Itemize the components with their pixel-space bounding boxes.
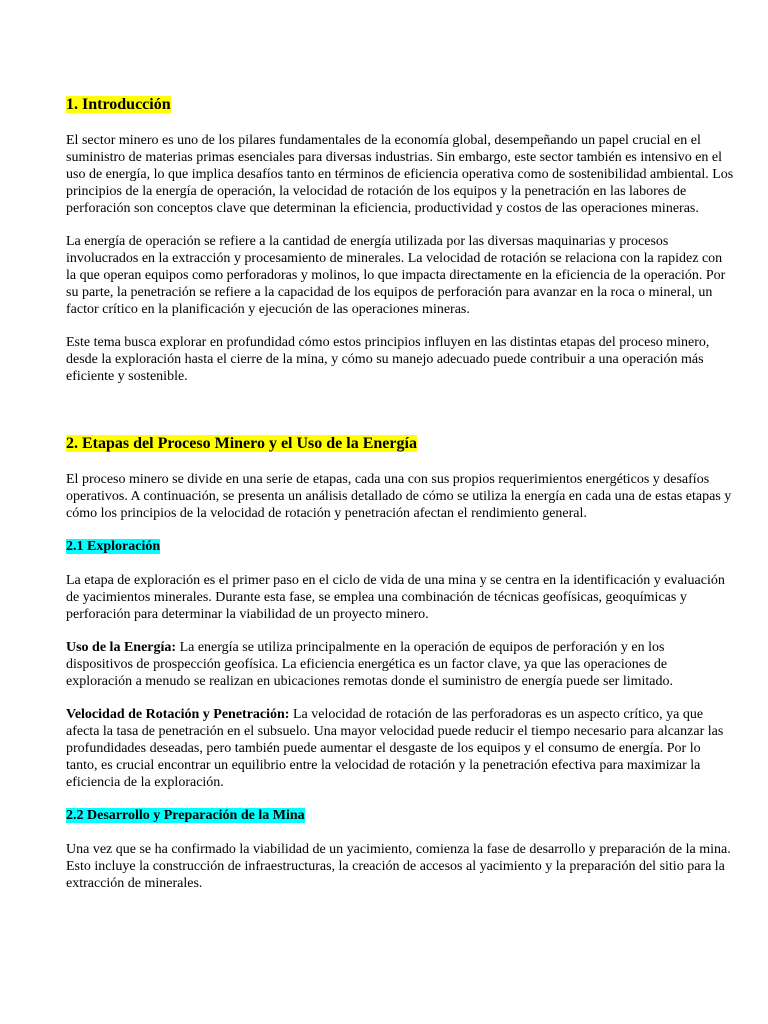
section-2-intro-paragraph: El proceso minero se divide en una serie de etapas, cada una con sus propios requerimientos energéticos y desafíos operativos. A continuación, se presenta un análisis detallado de cómo se utiliza la energía en cada una de estas etapas y cómo los principios de la velocidad de rotación y penetración afectan el rendimiento general. — [66, 472, 732, 521]
exploration-paragraph: La etapa de exploración es el primer paso en el ciclo de vida de una mina y se centra en la identificación y evaluación de yacimientos minerales. Durante esta fase, se emplea una combinación de técnicas geofísicas, geoquímicas y perforación para determinar la viabilidad de un proyecto minero. — [66, 573, 725, 622]
intro-paragraph-3: Este tema busca explorar en profundidad cómo estos principios influyen en las distintas etapas del proceso minero, desde la exploración hasta el cierre de la mina, y cómo su manejo adecuado puede contribuir a una operación más eficiente y sostenible. — [66, 335, 710, 384]
subsection-2-2-heading-text: 2.2 Desarrollo y Preparación de la Mina — [66, 808, 305, 823]
subsection-2-2-heading — [66, 807, 734, 825]
subsection-2-1-heading-text: 2.1 Exploración — [66, 539, 161, 554]
energy-use-text: La energía se utiliza principalmente en la operación de equipos de perforación y en los dispositivos de prospección geofísica. La eficiencia energética es un factor clave, ya que las operaciones de exploración a menudo se realizan en ubicaciones remotas donde el suministro de energía puede ser limitado. — [66, 640, 673, 689]
section-2-heading — [66, 433, 734, 455]
subsection-2-1-heading — [66, 538, 734, 556]
section-1-heading — [66, 94, 734, 116]
rotation-speed-text: La velocidad de rotación de las perforadoras es un aspecto crítico, ya que afecta la tasa de penetración en el subsuelo. Una mayor velocidad puede reducir el tiempo necesario para alcanzar las profundidades deseadas, pero también puede aumentar el desgaste de los equipos y el consumo de energía. Por lo tanto, es crucial encontrar un equilibrio entre la velocidad de rotación y la penetración efectiva para maximizar la eficiencia de la exploración. — [66, 707, 724, 790]
intro-paragraph-2: La energía de operación se refiere a la cantidad de energía utilizada por las diversas maquinarias y procesos involucrados en la extracción y procesamiento de minerales. La velocidad de rotación se relaciona con la rapidez con la que operan equipos como perforadoras y molinos, lo que impacta directamente en la eficiencia de la operación. Por su parte, la penetración se refiere a la capacidad de los equipos de perforación para avanzar en la roca o mineral, un factor crítico en la planificación y ejecución de las operaciones mineras. — [66, 234, 726, 317]
development-paragraph: Una vez que se ha confirmado la viabilidad de un yacimiento, comienza la fase de desarrollo y preparación de la mina. Esto incluye la construcción de infraestructuras, la creación de accesos al yacimiento y la preparación del sitio para la extracción de minerales. — [66, 842, 731, 891]
energy-use-label: Uso de la Energía: — [66, 640, 177, 655]
rotation-speed-label: Velocidad de Rotación y Penetración: — [66, 707, 290, 722]
intro-paragraph-1: El sector minero es uno de los pilares fundamentales de la economía global, desempeñando un papel crucial en el suministro de materias primas esenciales para diversas industrias. Sin embargo, este sector también es intensivo en el uso de energía, lo que implica desafíos tanto en términos de eficiencia operativa como de sostenibilidad ambiental. Los principios de la energía de operación, la velocidad de rotación de los equipos y la penetración en las labores de perforación son conceptos clave que determinan la eficiencia, productividad y costos de las operaciones mineras. — [66, 133, 734, 216]
section-1-heading-text: 1. Introducción — [66, 96, 171, 113]
energy-use-paragraph — [66, 639, 734, 690]
rotation-speed-paragraph — [66, 706, 734, 791]
section-2-heading-text: 2. Etapas del Proceso Minero y el Uso de la Energía — [66, 435, 417, 452]
